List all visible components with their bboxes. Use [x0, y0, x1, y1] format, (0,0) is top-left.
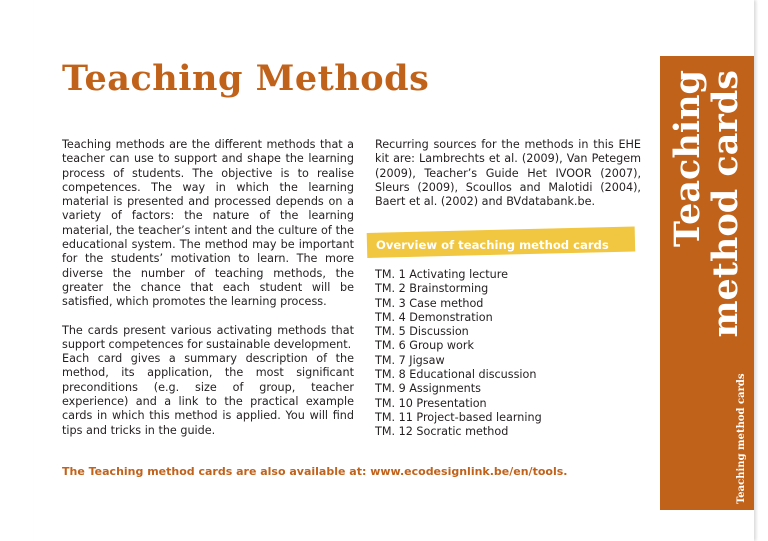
method-item: TM. 6 Group work — [375, 339, 474, 353]
cards-paragraph: The cards present various activating methods that support competences for sustainable development. — [62, 323, 354, 351]
method-item: TM. 1 Activating lecture — [375, 268, 508, 281]
intro-paragraph: Teaching methods are the different methods that a teacher can use to support and shape the learning process of students. The objective is to realise competences. The way in which the learning material is presented and processed depends on a variety of factors: the nature of the learning material, the teacher’s intent and the culture of the educational system. The method may be important for the students’ motivation to learn. The more diverse the number of teaching methods, the greater the chance that each student will be satisfied, which promotes the learning process. — [62, 138, 354, 309]
page-title: Teaching Methods — [62, 58, 430, 99]
spine-label-area — [724, 365, 754, 510]
method-item: TM. 8 Educational discussion — [375, 368, 537, 382]
sources-column — [375, 138, 641, 209]
method-item: TM. 7 Jigsaw — [375, 353, 445, 367]
overview-heading: Overview of teaching method cards — [376, 238, 609, 252]
intro-column — [62, 138, 354, 438]
availability-note: The Teaching method cards are also available at: www.ecodesignlink.be/en/tools. — [62, 465, 568, 478]
method-item: TM. 11 Project-based learning — [375, 410, 542, 424]
side-title-line-2: method cards — [705, 70, 746, 338]
method-item: TM. 12 Socratic method — [375, 425, 509, 439]
method-item: TM. 4 Demonstration — [375, 310, 493, 324]
card-contents-paragraph: Each card gives a summary description of the method, its application, the most significant preconditions (e.g. size of group, teacher experience) and a link to the practical example cards in which this method is applied. You will find tips and tricks in the guide. — [62, 352, 354, 437]
side-title-line-1: Teaching — [667, 70, 708, 247]
method-list — [375, 268, 542, 440]
method-item: TM. 10 Presentation — [375, 396, 487, 410]
method-item: TM. 2 Brainstorming — [375, 282, 489, 296]
spine-label: Teaching method cards — [735, 373, 747, 504]
method-item: TM. 5 Discussion — [375, 325, 469, 339]
sources-paragraph: Recurring sources for the methods in this EHE kit are: Lambrechts et al. (2009), Van Petegem (2009), Teacher’s Guide Het IVOOR (2007), Sleurs (2009), Scoullos and Malotidi (2004), Baert et al. (2002) and BVdatabank.be. — [375, 138, 641, 209]
method-item: TM. 3 Case method — [375, 296, 484, 310]
method-item: TM. 9 Assignments — [375, 382, 481, 396]
